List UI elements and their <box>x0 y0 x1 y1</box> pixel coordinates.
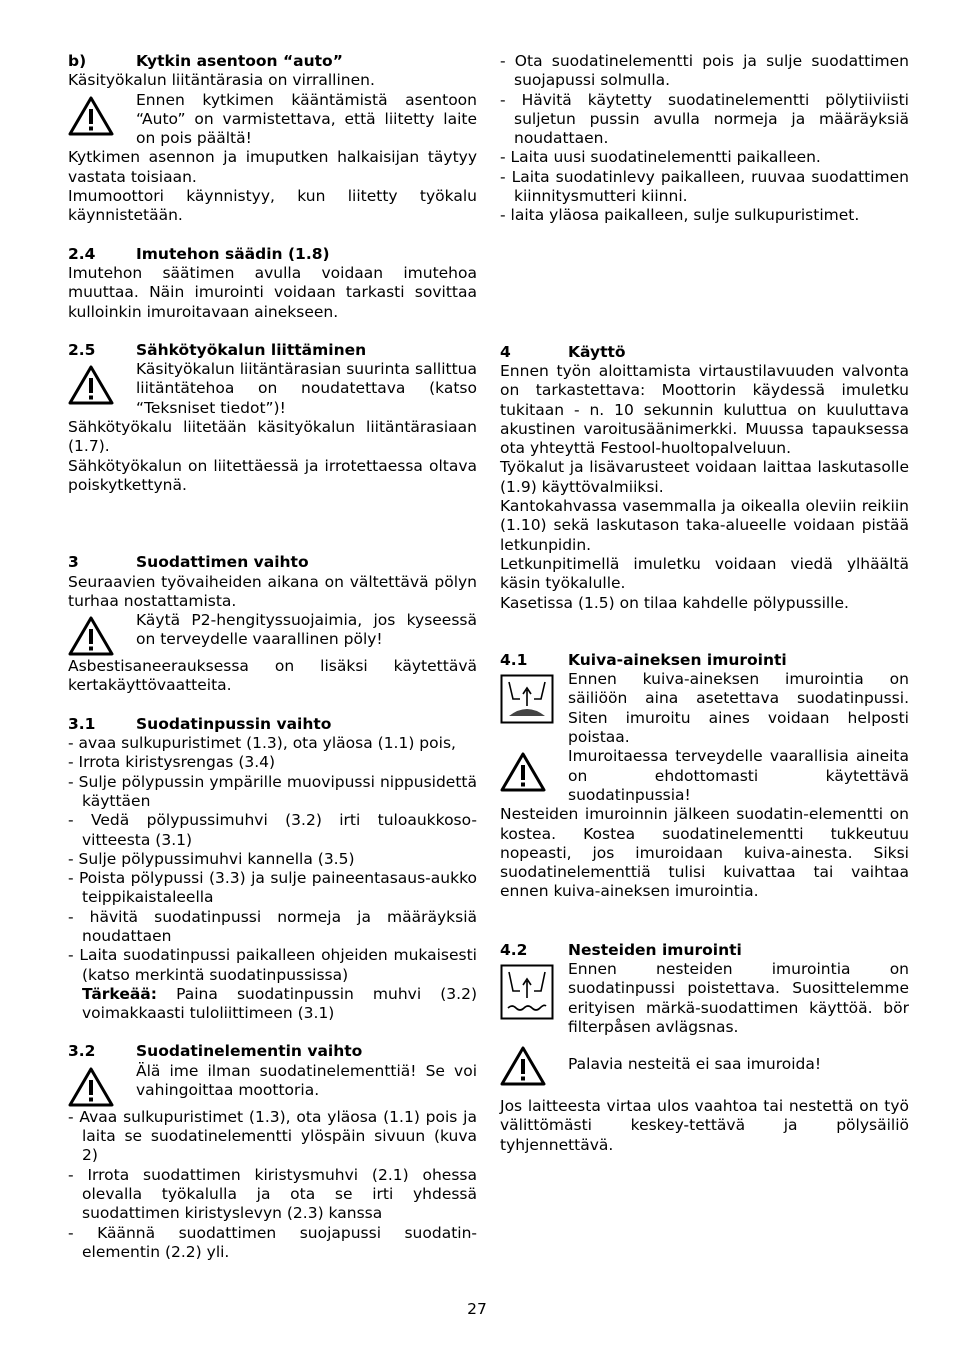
step-list <box>68 734 477 985</box>
list-item: - laita yläosa paikalleen, sulje sulkupuristimet. <box>500 206 909 225</box>
paragraph: Sähkötyökalu liitetään käsityökalun liitäntärasiaan (1.7). <box>68 418 477 456</box>
paragraph: Käsityökalun liitäntärasia on virrallinen. <box>68 71 375 90</box>
warning-triangle-icon <box>68 360 136 406</box>
important-note: Tärkeää: Paina suodatinpussin muhvi (3.2) voimakkaasti tuloliittimeen (3.1) <box>82 984 477 1023</box>
list-item: - Sulje pölypussin ympärille muovipussi nippusidettä käyttäen <box>68 773 477 812</box>
section-heading-b: b) Kytkin asentoon “auto” <box>68 52 343 70</box>
list-item: - hävitä suodatinpussi normeja ja määräyksiä noudattaen <box>68 908 477 947</box>
paragraph: Nesteiden imuroinnin jälkeen suodatin-elementti on kostea. Kostea suodatinelementti tukkeutuu nopeasti, jos imuroidaan kuiva-ainesta. Siksi suodatinelementtiä tulisi kuivattaa tai vaihtaa ennen kuiva-aineksen imurointia. <box>500 805 909 901</box>
section-heading-3-2: 3.2 Suodatinelementin vaihto <box>68 1042 363 1061</box>
list-item: - Käännä suodattimen suojapussi suodatin-elementin (2.2) yli. <box>68 1224 477 1263</box>
paragraph: Sähkötyökalun on liitettäessä ja irrotettaessa oltava poiskytkettynä. <box>68 456 477 494</box>
warning-triangle-icon <box>500 1041 568 1087</box>
list-item: - Hävitä käytetty suodatinelementti pölytiiviisti suljetun pussin avulla normeja ja määräyksiä noudattaen. <box>500 91 909 149</box>
section-heading-4: 4 Käyttö <box>500 342 626 361</box>
left-column <box>68 52 477 1262</box>
list-item: - Avaa sulkupuristimet (1.3), ota yläosa (1.1) pois ja laita se suodatinelementti ylöspäin sivuun (kuva 2) <box>68 1108 477 1166</box>
section-heading-3: 3 Suodattimen vaihto <box>68 553 309 572</box>
section-heading-2-4: 2.4 Imutehon säädin (1.8) <box>68 244 330 263</box>
warning-block: Älä ime ilman suodatinelementtiä! Se voi vahingoittaa moottoria. <box>68 1062 477 1108</box>
info-block: Ennen nesteiden imurointia on suodatinpussi poistettava. Suosittelemme erityisen märkä-suodattimen käyttöä. bör filterpåsen avlägsnas. <box>500 960 909 1037</box>
section-heading-4-2: 4.2 Nesteiden imurointi <box>500 940 742 959</box>
list-item: - Ota suodatinelementti pois ja sulje suodattimen suojapussi solmulla. <box>500 52 909 91</box>
section-heading-2-5: 2.5 Sähkötyökalun liittäminen <box>68 340 367 359</box>
paragraph: Kantokahvassa vasemmalla ja oikealla oleviin reikiin (1.10) sekä laskutason taka-alueelle voidaan pistää letkunpidin. <box>500 497 909 554</box>
step-list <box>68 1108 477 1262</box>
warning-triangle-icon <box>68 611 136 657</box>
warning-triangle-icon <box>68 1062 136 1108</box>
list-item: - Vedä pölypussimuhvi (3.2) irti tuloaukkoso-vitteesta (3.1) <box>68 811 477 850</box>
step-list <box>500 52 909 226</box>
paragraph: Imumoottori käynnistyy, kun liitetty työkalu käynnistetään. <box>68 187 477 225</box>
paragraph: Ennen työn aloittamista virtaustilavuuden valvonta on tarkastettava: Moottorin käydessä imuletku tukitaan - n. 10 sekunnin kuluttua on kuuluttava akustinen varoitusäänimerkki. Muussa tapauksessa ota yhteyttä Festool-huoltopalveluun. <box>500 361 909 458</box>
warning-triangle-icon <box>500 747 568 793</box>
paragraph: Imutehon säätimen avulla voidaan imutehoa muuttaa. Näin imurointi voidaan tarkasti sovittaa kulloinkin imuroitavaan ainekseen. <box>68 263 477 321</box>
section-heading-3-1: 3.1 Suodatinpussin vaihto <box>68 714 332 733</box>
warning-triangle-icon <box>68 91 136 137</box>
wet-vacuum-icon <box>500 960 568 1020</box>
page-number: 27 <box>467 1300 487 1318</box>
warning-block: Käsityökalun liitäntärasian suurinta sallittua liitäntätehoa on noudatettava (katso “Teksniset tiedot”)! <box>68 360 477 418</box>
warning-block: Imuroitaessa terveydelle vaarallisia aineita on ehdottomasti käytettävä suodatinpussia! <box>500 747 909 805</box>
paragraph: Jos laitteesta virtaa ulos vaahtoa tai nestettä on työ välittömästi keskey-tettävä ja pölysäiliö tyhjennettävä. <box>500 1097 909 1154</box>
paragraph: Työkalut ja lisävarusteet voidaan laittaa laskutasolle (1.9) käyttövalmiiksi. <box>500 458 909 496</box>
paragraph: Seuraavien työvaiheiden aikana on vältettävä pölyn turhaa nostattamista. <box>68 572 477 610</box>
list-item: - Laita uusi suodatinelementti paikalleen. <box>500 148 909 167</box>
paragraph: Letkunpitimellä imuletku voidaan viedä ylhäältä käsin työkalulle. <box>500 554 909 593</box>
warning-block: Käytä P2-hengityssuojaimia, jos kyseessä on terveydelle vaarallinen pöly! <box>68 611 477 657</box>
warning-block: Palavia nesteitä ei saa imuroida! <box>500 1041 909 1087</box>
list-item: - Poista pölypussi (3.3) ja sulje paineentasaus-aukko teippikaistaleella <box>68 869 477 908</box>
list-item: - Laita suodatinlevy paikalleen, ruuvaa suodattimen kiinnitysmutteri kiinni. <box>500 168 909 207</box>
list-item: - Laita suodatinpussi paikalleen ohjeiden mukaisesti (katso merkintä suodatinpussissa) <box>68 946 477 985</box>
list-item: - Irrota suodattimen kiristysmuhvi (2.1) ohessa olevalla työkalulla ja ota se irti yhdessä suodattimen kiristyslevyn (2.3) kanssa <box>68 1166 477 1224</box>
paragraph: Kytkimen asennon ja imuputken halkaisijan täytyy vastata toisiaan. <box>68 148 477 186</box>
section-heading-4-1: 4.1 Kuiva-aineksen imurointi <box>500 650 787 669</box>
info-block: Ennen kuiva-aineksen imurointia on säiliöön aina asetettava suodatinpussi. Siten imuroitu aines voidaan helposti poistaa. <box>500 670 909 747</box>
paragraph: Asbestisaneerauksessa on lisäksi käytettävä kertakäyttövaatteita. <box>68 657 477 695</box>
warning-block: Ennen kytkimen kääntämistä asentoon “Auto” on varmistettava, että liitetty laite on pois päältä! <box>68 91 477 149</box>
list-item: - Sulje pölypussimuhvi kannella (3.5) <box>68 850 477 869</box>
list-item: - Irrota kiristysrengas (3.4) <box>68 753 477 772</box>
list-item: - avaa sulkupuristimet (1.3), ota yläosa (1.1) pois, <box>68 734 477 753</box>
dry-vacuum-icon <box>500 670 568 724</box>
paragraph: Kasetissa (1.5) on tilaa kahdelle pölypussille. <box>500 593 849 612</box>
right-column <box>500 52 909 1155</box>
